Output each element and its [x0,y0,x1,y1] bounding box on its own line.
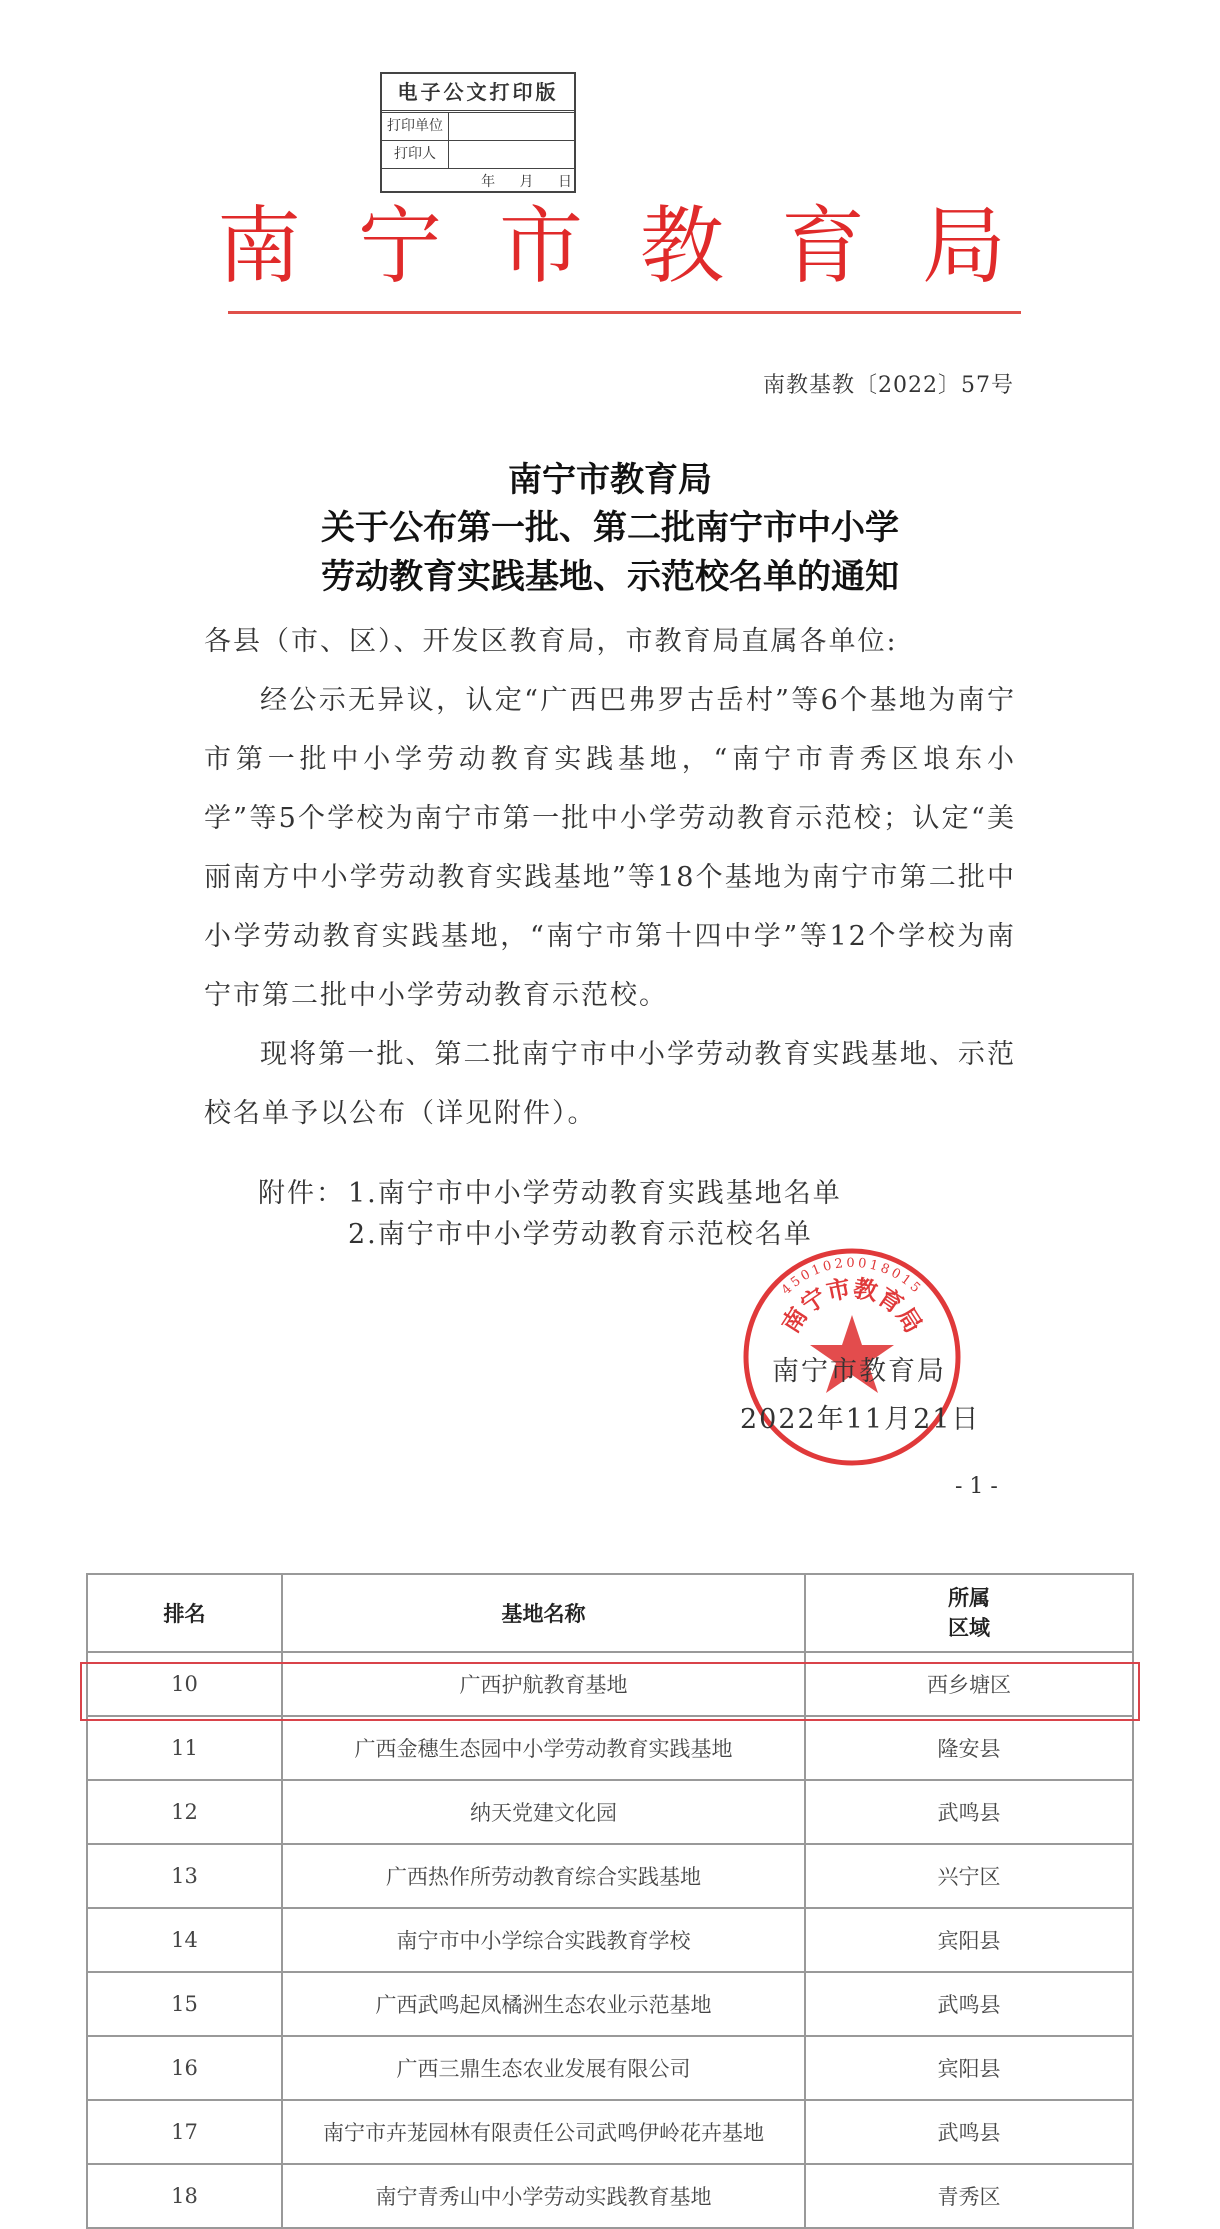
paragraph-2: 现将第一批、第二批南宁市中小学劳动教育实践基地、示范校名单予以公布（详见附件）。 [204,1039,1016,1129]
table-row [87,1972,1133,2036]
letterhead-divider [228,311,1021,314]
table-row [87,2164,1133,2228]
print-person-label: 打印人 [382,141,449,168]
cell-rank: 17 [87,2100,282,2164]
cell-name: 南宁市卉茏园林有限责任公司武鸣伊岭花卉基地 [282,2100,805,2164]
cell-region: 西乡塘区 [805,1652,1133,1716]
cell-region: 隆安县 [805,1716,1133,1780]
cell-rank: 11 [87,1716,282,1780]
table-row [87,1716,1133,1780]
title-line-2: 关于公布第一批、第二批南宁市中小学 [321,508,899,548]
cell-region: 青秀区 [805,2164,1133,2228]
cell-name: 南宁青秀山中小学劳动实践教育基地 [282,2164,805,2228]
highlight-box [80,1662,1140,1721]
cell-name: 广西护航教育基地 [282,1652,805,1716]
col-header-region-label: 所属区域 [948,1585,990,1640]
paragraph-1: 经公示无异议，认定“广西巴弗罗古岳村”等6个基地为南宁市第一批中小学劳动教育实践基地，“南宁市青秀区埌东小学”等5个学校为南宁市第一批中小学劳动教育示范校；认定“美丽南方中小学劳动教育实践基地”等18个基地为南宁市第二批中小学劳动教育实践基地，“南宁市第十四中学”等12个学校为南宁市第二批中小学劳动教育示范校。 [204,685,1016,1011]
cell-rank: 14 [87,1908,282,1972]
cell-name: 广西热作所劳动教育综合实践基地 [282,1844,805,1908]
cell-name: 南宁市中小学综合实践教育学校 [282,1908,805,1972]
cell-name: 广西金穗生态园中小学劳动教育实践基地 [282,1716,805,1780]
title-line-1: 南宁市教育局 [508,460,712,500]
cell-region: 武鸣县 [805,2100,1133,2164]
cell-rank: 16 [87,2036,282,2100]
cell-name: 广西三鼎生态农业发展有限公司 [282,2036,805,2100]
print-unit-label: 打印单位 [382,113,449,140]
print-date-label: 年 月 日 [481,174,572,190]
notice-body [204,612,1016,1143]
cell-rank: 10 [87,1652,282,1716]
attachment-label: 附件： [258,1178,345,1209]
cell-region: 武鸣县 [805,1780,1133,1844]
print-unit-row [382,113,574,141]
col-header-rank: 排名 [87,1574,282,1652]
page-number: - 1 - [955,1474,998,1499]
col-header-region [805,1574,1133,1652]
print-person-row [382,141,574,169]
cell-rank: 13 [87,1844,282,1908]
signature-date: 2022年11月21日 [740,1404,981,1435]
cell-name: 纳天党建文化园 [282,1780,805,1844]
seal-text: 南宁市教育局 [775,1273,929,1338]
print-stamp-box [380,72,576,193]
cell-region: 兴宁区 [805,1844,1133,1908]
cell-region: 武鸣县 [805,1972,1133,2036]
table-row [87,2100,1133,2164]
document-number: 南教基教〔2022〕57号 [763,373,1014,398]
table-row [87,1844,1133,1908]
title-line-3: 劳动教育实践基地、示范校名单的通知 [321,557,899,597]
cell-region: 宾阳县 [805,2036,1133,2100]
seal-code: 4501020018015 [778,1255,926,1299]
cell-name: 广西武鸣起凤橘洲生态农业示范基地 [282,1972,805,2036]
agency-letterhead: 南宁市教育局 [217,197,1064,295]
cell-rank: 18 [87,2164,282,2228]
signature-org: 南宁市教育局 [772,1356,946,1387]
col-header-name: 基地名称 [282,1574,805,1652]
table-row [87,1780,1133,1844]
table-header-row [87,1574,1133,1652]
cell-region: 宾阳县 [805,1908,1133,1972]
table-row [87,2036,1133,2100]
attachment-item-2: 2.南宁市中小学劳动教育示范校名单 [348,1219,813,1250]
cell-rank: 12 [87,1780,282,1844]
salutation: 各县（市、区）、开发区教育局，市教育局直属各单位: [204,626,898,657]
table-row [87,1908,1133,1972]
cell-rank: 15 [87,1972,282,2036]
attachment-item-1: 1.南宁市中小学劳动教育实践基地名单 [348,1178,842,1209]
print-stamp-title: 电子公文打印版 [382,74,574,113]
